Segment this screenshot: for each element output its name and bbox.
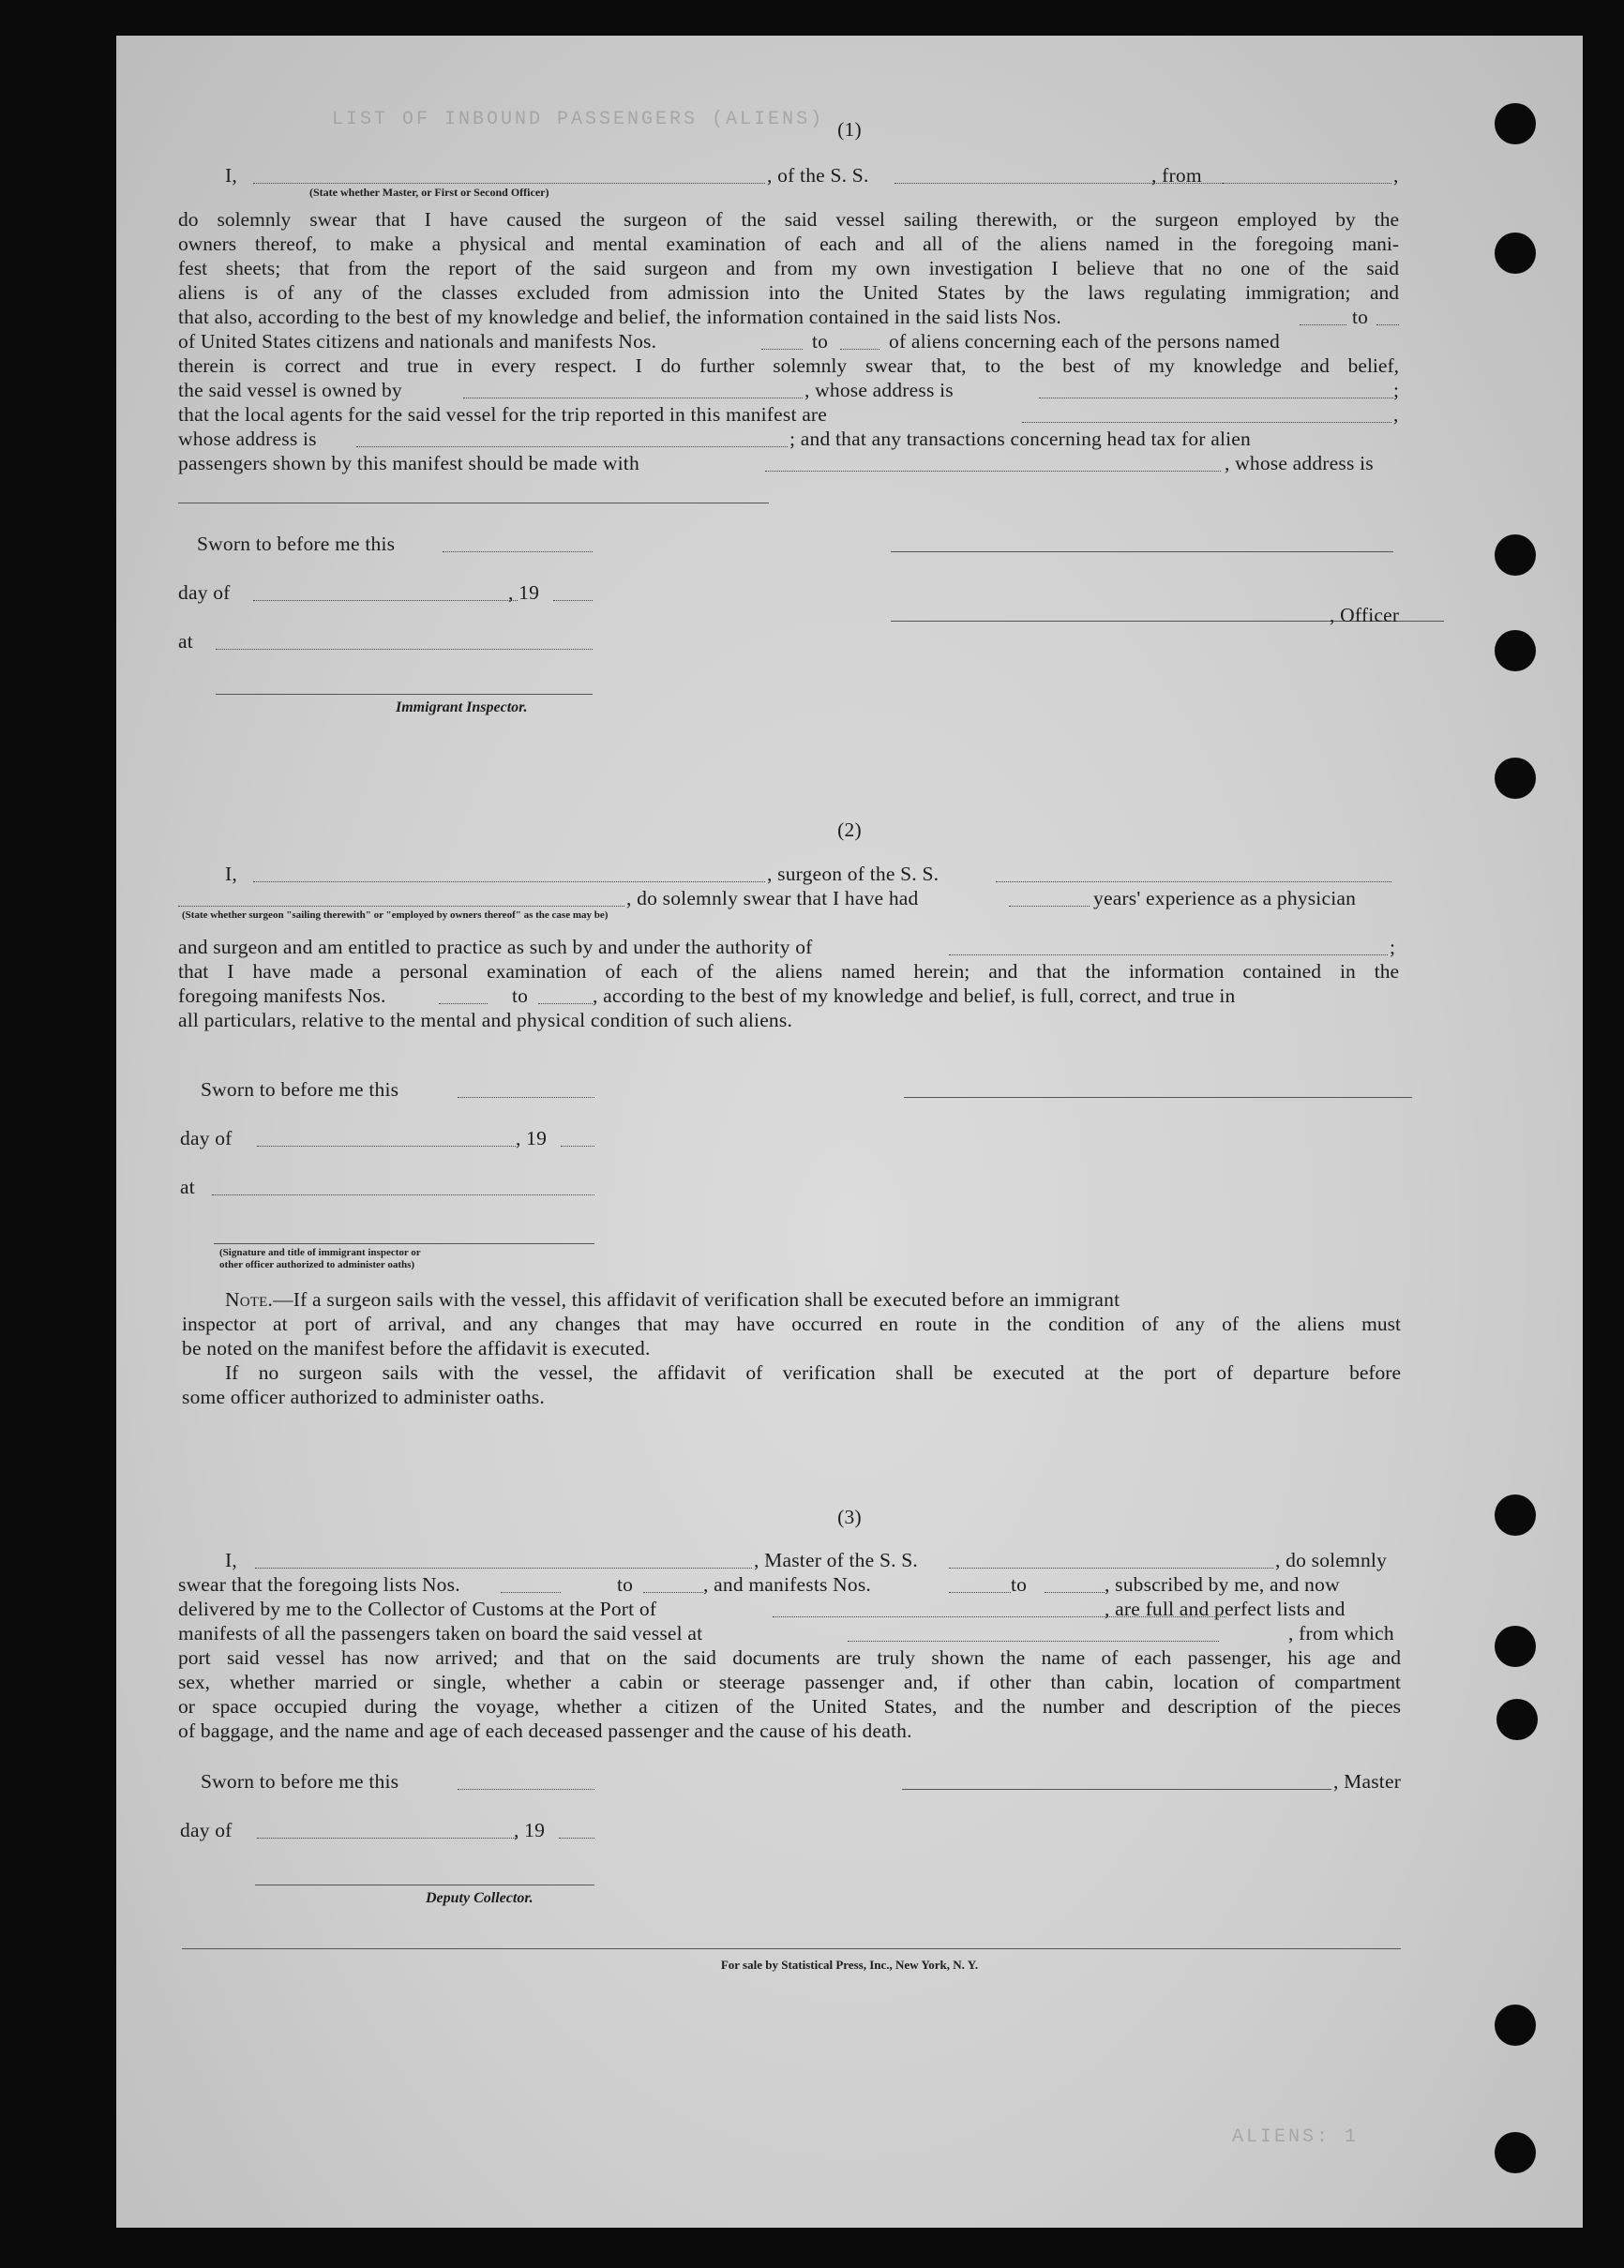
s2-inspector-signature-line[interactable] xyxy=(214,1243,594,1244)
s1-passengers-text: passengers shown by this manifest should be made with xyxy=(178,452,639,474)
s1-local-agents-field[interactable] xyxy=(1022,422,1391,423)
s3-body-line: or space occupied during the voyage, whether a citizen of the United States, and the number and description of the pieces xyxy=(178,1695,1401,1718)
binder-hole xyxy=(1495,2005,1536,2046)
s1-sworn-date-field[interactable] xyxy=(443,551,593,552)
s3-dayof-label: day of xyxy=(180,1819,233,1841)
s1-day-field[interactable] xyxy=(253,600,518,601)
s1-lists-from-field[interactable] xyxy=(1300,324,1346,325)
binder-hole xyxy=(1495,758,1536,799)
binder-hole xyxy=(1496,1699,1538,1740)
s1-owner-address-label: , whose address is xyxy=(804,379,954,401)
s1-year-field[interactable] xyxy=(553,600,593,601)
s1-body-line: owners thereof, to make a physical and mental examination of each and all of the aliens named in the foregoing mani- xyxy=(178,233,1399,255)
s3-manifests-to-field[interactable] xyxy=(1045,1592,1105,1593)
s2-day-field[interactable] xyxy=(257,1146,516,1147)
s1-officer-note: (State whether Master, or First or Second Officer) xyxy=(309,186,549,199)
s2-manifests-to-field[interactable] xyxy=(538,1003,593,1004)
s1-inspector-label: Immigrant Inspector. xyxy=(396,699,528,715)
s1-aliens-text: of aliens concerning each of the persons named xyxy=(889,330,1280,353)
s3-do-solemnly-text: , do solemnly xyxy=(1275,1549,1388,1571)
s1-body-line: do solemnly swear that I have caused the surgeon of the said vessel sailing therewith, or the surgeon employed by the xyxy=(178,208,1399,231)
s2-note-line: be noted on the manifest before the affidavit is executed. xyxy=(182,1337,651,1359)
s2-year-field[interactable] xyxy=(561,1146,594,1147)
s3-taken-on-board-text: manifests of all the passengers taken on board the said vessel at xyxy=(178,1622,703,1645)
s2-i-label: I, xyxy=(225,863,237,885)
bleed-through-header: LIST OF INBOUND PASSENGERS (ALIENS) xyxy=(332,109,825,130)
s2-surgeon-note: (State whether surgeon "sailing therewith" or "employed by owners thereof" as the case may be) xyxy=(182,909,609,921)
s2-ship-name-field[interactable] xyxy=(996,881,1391,882)
s3-i-label: I, xyxy=(225,1549,237,1571)
s3-manifests-nos-text: , and manifests Nos. xyxy=(703,1573,871,1596)
s3-full-perfect-text: , are full and perfect lists and xyxy=(1105,1598,1346,1620)
s2-surgeon-of-label: , surgeon of the S. S. xyxy=(767,863,940,885)
s2-at-field[interactable] xyxy=(212,1194,594,1195)
s1-whose-address-label: , whose address is xyxy=(1225,452,1374,474)
s1-body-line: fest sheets; that from the report of the said surgeon and from my own investigation I believe that no one of the said xyxy=(178,257,1399,279)
s1-from-port-field[interactable] xyxy=(1223,183,1391,184)
s3-sworn-label: Sworn to before me this xyxy=(201,1770,399,1793)
s3-lists-to-field[interactable] xyxy=(643,1592,703,1593)
binder-hole xyxy=(1495,233,1536,274)
s1-year-label: , 19 xyxy=(508,581,540,604)
section-1-number: (1) xyxy=(837,118,862,141)
s2-manifests-to-label: to xyxy=(512,984,529,1007)
s1-agents-address-label: whose address is xyxy=(178,428,317,450)
s1-officer-name-field[interactable] xyxy=(253,183,765,184)
s3-sworn-date-field[interactable] xyxy=(458,1789,594,1790)
s3-day-field[interactable] xyxy=(257,1838,518,1839)
s2-swear-text: , do solemnly swear that I have had xyxy=(626,887,919,909)
s2-signature-note: other officer authorized to administer oaths) xyxy=(219,1259,415,1270)
s3-manifests-to-label: to xyxy=(1011,1573,1028,1596)
binder-hole xyxy=(1495,630,1536,671)
s2-semicolon: ; xyxy=(1390,936,1396,958)
s3-body-line: of baggage, and the name and age of each deceased passenger and the cause of his death. xyxy=(178,1720,912,1742)
s3-ship-name-field[interactable] xyxy=(949,1568,1273,1569)
s1-body-line: aliens is of any of the classes excluded from admission into the United States by the laws regulating immigration; and xyxy=(178,281,1399,304)
s1-officer-label: , Officer xyxy=(1330,604,1400,626)
footer-rule xyxy=(182,1948,1401,1949)
s2-sworn-date-field[interactable] xyxy=(458,1097,594,1098)
s1-at-label: at xyxy=(178,630,193,653)
s1-officer-signature-line[interactable] xyxy=(891,551,1393,552)
s1-comma: , xyxy=(1393,403,1399,426)
s1-of-ss-label: , of the S. S. xyxy=(767,164,869,187)
s1-comma: , xyxy=(1393,164,1399,187)
s2-note-line: some officer authorized to administer oaths. xyxy=(182,1386,545,1408)
s3-body-line: sex, whether married or single, whether a cabin or steerage passenger and, if other than cabin, location of compartment xyxy=(178,1671,1401,1693)
s3-embarkation-port-field[interactable] xyxy=(848,1641,1219,1642)
s2-note-label: Note. xyxy=(225,1288,274,1311)
s2-full-correct-text: , according to the best of my knowledge and belief, is full, correct, and true in xyxy=(593,984,1236,1007)
s3-master-label: , Master xyxy=(1333,1770,1402,1793)
s3-lists-nos-text: swear that the foregoing lists Nos. xyxy=(178,1573,460,1596)
footer-publisher: For sale by Statistical Press, Inc., New York, N. Y. xyxy=(720,1958,979,1972)
s2-body-line: that I have made a personal examination of each of the aliens named herein; and that the information contained in the xyxy=(178,960,1399,983)
s2-dayof-label: day of xyxy=(180,1127,233,1149)
s2-body-line: all particulars, relative to the mental and physical condition of such aliens. xyxy=(178,1009,793,1031)
s2-sworn-label: Sworn to before me this xyxy=(201,1078,399,1101)
s3-from-which-text: , from which xyxy=(1288,1622,1394,1645)
s1-local-agents-text: that the local agents for the said vessel for the trip reported in this manifest are xyxy=(178,403,828,426)
s1-manifests-to-label: to xyxy=(812,330,829,353)
s2-note-text: —If a surgeon sails with the vessel, this affidavit of verification shall be executed before an immigrant xyxy=(273,1288,1120,1311)
s3-lists-to-label: to xyxy=(617,1573,634,1596)
s1-inspector-signature-line[interactable] xyxy=(216,694,593,695)
s2-manifests-from-field[interactable] xyxy=(439,1003,488,1004)
bleed-through-marks: ALIENS: 1 xyxy=(1232,2126,1360,2148)
s3-master-name-field[interactable] xyxy=(255,1568,752,1569)
s2-note-line xyxy=(225,1288,1120,1312)
s1-manifests-nos-text: of United States citizens and nationals and manifests Nos. xyxy=(178,330,657,353)
s3-lists-from-field[interactable] xyxy=(501,1592,561,1593)
s1-manifests-to-field[interactable] xyxy=(840,349,880,350)
s3-subscribed-text: , subscribed by me, and now xyxy=(1105,1573,1340,1596)
manifest-affidavit-page xyxy=(116,36,1583,2228)
s2-surgeon-status-field[interactable] xyxy=(178,906,624,907)
s1-agents-address-field[interactable] xyxy=(356,446,788,447)
s1-dayof-label: day of xyxy=(178,581,231,604)
s2-signature-note: (Signature and title of immigrant inspector or xyxy=(219,1247,421,1258)
section-2-number: (2) xyxy=(837,819,862,841)
s1-at-field[interactable] xyxy=(216,649,593,650)
s2-note-line: If no surgeon sails with the vessel, the affidavit of verification shall be executed at the port of departure before xyxy=(225,1361,1401,1384)
s1-ship-name-field[interactable] xyxy=(895,183,1271,184)
s3-master-of-label: , Master of the S. S. xyxy=(754,1549,918,1571)
s1-manifests-from-field[interactable] xyxy=(761,349,803,350)
s2-authority-field[interactable] xyxy=(949,954,1388,955)
s1-from-label: , from xyxy=(1151,164,1202,187)
binder-hole xyxy=(1495,1626,1536,1667)
s3-body-line: port said vessel has now arrived; and that on the said documents are truly shown the name of each passenger, his age and xyxy=(178,1646,1401,1669)
s3-year-label: , 19 xyxy=(514,1819,546,1841)
s2-years-experience-text: years' experience as a physician xyxy=(1093,887,1357,909)
s1-semicolon: ; xyxy=(1393,379,1400,401)
s1-body-line: therein is correct and true in every respect. I do further solemnly swear that, to the best of my knowledge and belief, xyxy=(178,354,1399,377)
s2-surgeon-signature-line[interactable] xyxy=(904,1097,1412,1098)
s1-owned-by-text: the said vessel is owned by xyxy=(178,379,402,401)
s2-year-label: , 19 xyxy=(516,1127,548,1149)
s2-surgeon-name-field[interactable] xyxy=(253,881,765,882)
s2-manifests-nos-text: foregoing manifests Nos. xyxy=(178,984,386,1007)
s3-deputy-label: Deputy Collector. xyxy=(426,1890,534,1906)
binder-hole xyxy=(1495,2132,1536,2173)
s1-sworn-label: Sworn to before me this xyxy=(197,533,396,555)
s3-manifests-from-field[interactable] xyxy=(949,1592,1011,1593)
s3-master-signature-line[interactable] xyxy=(902,1789,1331,1790)
s2-authority-text: and surgeon and am entitled to practice as such by and under the authority of xyxy=(178,936,813,958)
s2-years-field[interactable] xyxy=(1009,906,1090,907)
s2-note-line: inspector at port of arrival, and any changes that may have occurred en route in the condition of any of the aliens must xyxy=(182,1313,1401,1335)
s1-head-tax-party-field[interactable] xyxy=(765,471,1221,472)
s2-at-label: at xyxy=(180,1176,195,1198)
s1-head-tax-text: ; and that any transactions concerning head tax for alien xyxy=(789,428,1251,450)
binder-hole xyxy=(1495,534,1536,576)
s3-year-field[interactable] xyxy=(559,1838,594,1839)
s1-lists-to-label: to xyxy=(1352,306,1369,328)
s1-i-label: I, xyxy=(225,164,237,187)
s3-port-of-text: delivered by me to the Collector of Customs at the Port of xyxy=(178,1598,657,1620)
s1-lists-nos-text: that also, according to the best of my knowledge and belief, the information contained in the said lists Nos. xyxy=(178,306,1061,328)
section-3-number: (3) xyxy=(837,1506,862,1528)
s1-lists-to-field[interactable] xyxy=(1376,324,1399,325)
